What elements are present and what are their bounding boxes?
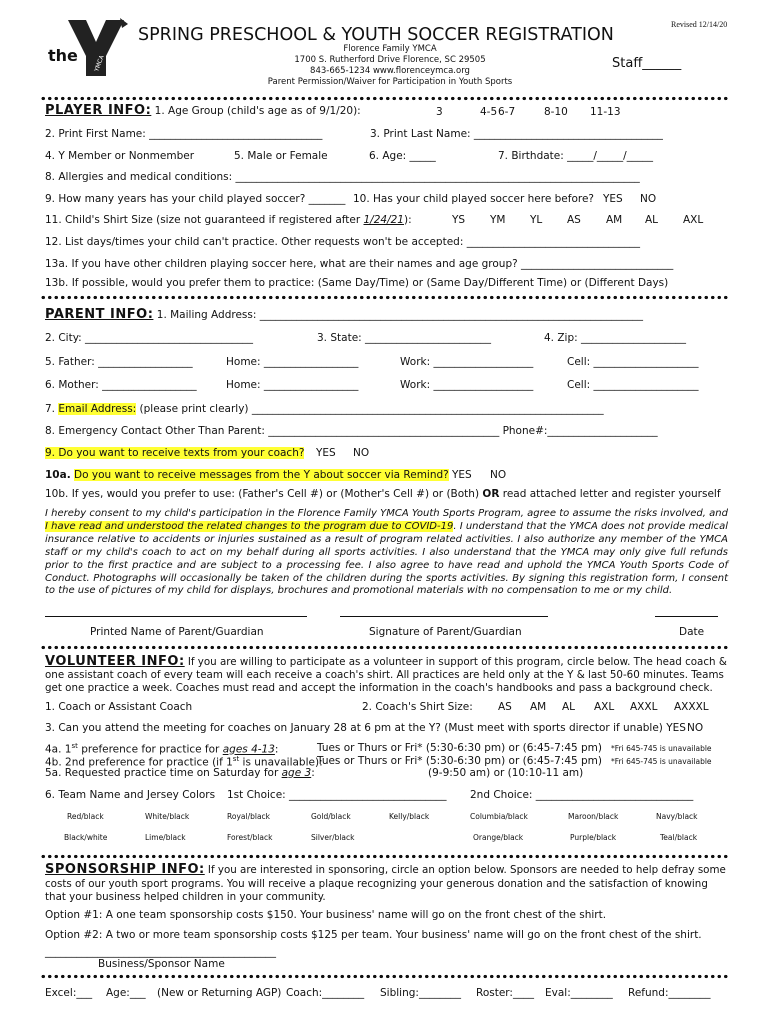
staff-field[interactable]: Staff______ (612, 56, 682, 71)
parent-section-header (45, 307, 643, 322)
roster-field[interactable]: Roster:____ (476, 987, 534, 999)
pref1-sup: st (71, 742, 78, 750)
excel-field[interactable]: Excel:___ (45, 987, 93, 999)
jersey-color[interactable]: Black/white (64, 833, 108, 842)
coach-meeting-question[interactable]: 3. Can you attend the meeting for coaches on January 28 at 6 pm at the Y? (Must meet with sports director if unable) YES (45, 722, 686, 734)
org-name: Florence Family YMCA (343, 44, 437, 54)
coach-meeting-no[interactable]: NO (687, 722, 704, 734)
coach-office-field[interactable]: Coach:________ (286, 987, 365, 999)
pref2-end: is unavailable): (239, 756, 323, 769)
coach-size-option[interactable]: AS (498, 701, 512, 713)
mother-cell-field[interactable]: Cell: ____________________ (567, 379, 699, 391)
office-age-field[interactable]: Age:___ (106, 987, 146, 999)
waiver-text-1: I hereby consent to my child's participation in the Florence Family YMCA Youth Sports Program, agree to assume the risks involved, and (45, 508, 728, 519)
jersey-color[interactable]: Orange/black (473, 833, 524, 842)
coach-size-option[interactable]: AL (562, 701, 576, 713)
volunteer-heading: VOLUNTEER INFO: (45, 654, 185, 669)
shirt-size-date: 1/24/21 (363, 214, 404, 226)
mailing-address-field[interactable]: 1. Mailing Address: _________________________________________________________________________ (156, 309, 643, 321)
father-field[interactable]: 5. Father: __________________ (45, 356, 193, 368)
age-option[interactable]: 6-7 (498, 106, 516, 118)
second-choice-field[interactable]: 2nd Choice: ______________________________ (470, 789, 694, 801)
shirt-size-text: 11. Child's Shirt Size (size not guaranteed if registered after (45, 214, 364, 226)
waiver-text-2: . I understand that the YMCA does not provide medical insurance relative to accidents or injuries sustained as a result of program related activities. I also authorize any member of the YMCA staff or my child's coach to act on my behalf during all sports activities. I also understand that the YMCA may only give full refunds prior to the first practice and are subject to a processing fee. I also agree to have read and uphold the YMCA Youth Sports Code of Conduct. Photographs will occasionally be taken of the children during the sports activities. By signing this registration form, I consent to the use of pictures of my child for displays, brochures and promotional materials with no compensation to me or my child. (45, 520, 728, 597)
sponsor-option-2[interactable]: Option #2: A two or more team sponsorship costs $125 per team. Your business' name will go on the front chest of the shirt. (45, 929, 702, 941)
texts-question (45, 447, 304, 459)
divider (40, 295, 730, 300)
shirt-size-option[interactable]: YL (530, 214, 543, 226)
sponsorship-intro-text: If you are interested in sponsoring, circle an option below. Sponsors are needed to help defray some costs of our youth sport programs. You will receive a plaque recognizing your generous donation and the satisfaction of knowing that your business helped children in your community. (45, 864, 726, 903)
coach-role-field[interactable]: 1. Coach or Assistant Coach (45, 701, 193, 713)
texts-question-text: 9. Do you want to receive texts from your coach? (45, 447, 305, 459)
waiver-paragraph (45, 508, 728, 598)
jersey-color[interactable]: Navy/black (656, 812, 698, 821)
shirt-size-option[interactable]: YM (490, 214, 506, 226)
shirt-size-option[interactable]: YS (452, 214, 466, 226)
age-option[interactable]: 4-5 (480, 106, 498, 118)
player-section-header (45, 103, 361, 118)
pref1-mid: preference for practice for (77, 743, 223, 756)
state-field[interactable]: 3. State: ________________________ (317, 332, 492, 344)
date-label: Date (679, 626, 705, 638)
first-choice-field[interactable]: 1st Choice: ______________________________ (227, 789, 447, 801)
father-work-field[interactable]: Work: ___________________ (400, 356, 534, 368)
years-played-field[interactable]: 9. How many years has your child played soccer? _______ (45, 193, 346, 205)
first-name-field[interactable]: 2. Print First Name: _________________________________ (45, 128, 323, 140)
sponsor-option-1[interactable]: Option #1: A one team sponsorship costs $150. Your business' name will go on the front chest of the shirt. (45, 909, 607, 921)
coach-shirt-label: 2. Coach's Shirt Size: (362, 701, 473, 713)
father-cell-field[interactable]: Cell: ____________________ (567, 356, 699, 368)
pref1-end: : (274, 743, 279, 756)
remind-question (45, 469, 449, 481)
played-here-yes[interactable]: YES (603, 193, 623, 205)
new-returning-field[interactable]: (New or Returning AGP) (157, 987, 282, 999)
waiver-covid-highlight: I have read and understood the related changes to the program due to COVID-19 (45, 520, 454, 532)
signature-label: Signature of Parent/Guardian (369, 626, 522, 638)
pref1-note: *Fri 645-745 is unavailable (611, 744, 712, 753)
pref2-label: 4b. 2nd preference for practice (if 1 (45, 756, 233, 769)
zip-field[interactable]: 4. Zip: ____________________ (544, 332, 687, 344)
date-line[interactable] (655, 616, 718, 617)
player-heading: PLAYER INFO: (45, 103, 152, 118)
age-option[interactable]: 11-13 (590, 106, 621, 118)
coach-size-option[interactable]: AXXL (630, 701, 658, 713)
coach-size-option[interactable]: AXL (594, 701, 615, 713)
sponsor-name-line[interactable]: ____________________________________________ (45, 946, 276, 958)
remind-phone-text: 10b. If yes, would you prefer to use: (Father's Cell #) or (Mother's Cell #) or (Both) (45, 488, 480, 500)
org-address: 1700 S. Rutherford Drive Florence, SC 29505 (294, 55, 486, 65)
age-option[interactable]: 3 (436, 106, 443, 118)
jersey-color[interactable]: Maroon/black (568, 812, 619, 821)
gender-field[interactable]: 5. Male or Female (234, 150, 328, 162)
sponsorship-heading: SPONSORSHIP INFO: (45, 862, 205, 877)
practice-preference-field[interactable]: 13b. If possible, would you prefer them to practice: (Same Day/Time) or (Same Day/Different Time) or (Different Days) (45, 277, 669, 289)
printed-name-label: Printed Name of Parent/Guardian (90, 626, 264, 638)
membership-field[interactable]: 4. Y Member or Nonmember (45, 150, 195, 162)
refund-field[interactable]: Refund:________ (628, 987, 711, 999)
org-subtitle: Parent Permission/Waiver for Participation in Youth Sports (267, 77, 513, 87)
remind-yes[interactable]: YES (452, 469, 472, 481)
practice-pref-1-times[interactable]: Tues or Thurs or Fri* (5:30-6:30 pm) or (6:45-7:45 pm) (317, 742, 603, 754)
remind-number: 10a. (45, 469, 71, 481)
ymca-logo (46, 18, 132, 78)
shirt-size-label (45, 214, 412, 226)
age-option[interactable]: 8-10 (544, 106, 568, 118)
shirt-size-option[interactable]: AS (567, 214, 581, 226)
age-group-label: 1. Age Group (child's age as of 9/1/20): (154, 105, 361, 117)
jersey-color[interactable]: Columbia/black (470, 812, 528, 821)
saturday-pref (45, 767, 315, 779)
pref1-label: 4a. 1 (45, 743, 72, 756)
divider (40, 645, 730, 650)
mother-work-field[interactable]: Work: ___________________ (400, 379, 534, 391)
coach-size-option[interactable]: AXXXL (674, 701, 709, 713)
pref1-ages: ages 4-13 (222, 743, 275, 756)
divider (40, 96, 730, 101)
jersey-color[interactable]: Kelly/black (389, 812, 430, 821)
signature-line[interactable] (340, 616, 548, 617)
father-home-field[interactable]: Home: __________________ (226, 356, 359, 368)
practice-pref-2-times[interactable]: Tues or Thurs or Fri* (5:30-6:30 pm) or (6:45-7:45 pm) (317, 755, 603, 767)
last-name-field[interactable]: 3. Print Last Name: ____________________________________ (370, 128, 663, 140)
page-title: SPRING PRESCHOOL & YOUTH SOCCER REGISTRATION (138, 25, 614, 45)
mother-home-field[interactable]: Home: __________________ (226, 379, 359, 391)
email-line[interactable]: (please print clearly) ___________________________________________________________________ (139, 403, 604, 415)
allergies-field[interactable]: 8. Allergies and medical conditions: _____________________________________________________________________________ (45, 171, 640, 183)
logo-the-text: the (48, 46, 78, 65)
saturday-end: : (311, 767, 315, 779)
emergency-contact-field[interactable]: 8. Emergency Contact Other Than Parent: ____________________________________________ Phone#:_____________________ (45, 425, 658, 437)
shirt-size-option[interactable]: AL (645, 214, 659, 226)
remind-no[interactable]: NO (490, 469, 507, 481)
texts-no[interactable]: NO (353, 447, 370, 459)
team-colors-label: 6. Team Name and Jersey Colors (45, 789, 216, 801)
remind-or: OR (482, 488, 500, 500)
played-here-label: 10. Has your child played soccer here before? (353, 193, 594, 205)
jersey-color[interactable]: Gold/black (311, 812, 351, 821)
coach-size-option[interactable]: AM (530, 701, 547, 713)
printed-name-line[interactable] (45, 616, 307, 617)
pref2-sup: st (232, 755, 240, 763)
jersey-color[interactable]: White/black (145, 812, 190, 821)
sponsor-name-label: Business/Sponsor Name (98, 958, 225, 970)
svg-text:YMCA: YMCA (93, 54, 106, 73)
parent-heading: PARENT INFO: (45, 307, 154, 322)
org-block (240, 44, 540, 88)
email-field[interactable] (45, 403, 604, 415)
saturday-age: age 3 (281, 767, 312, 779)
shirt-size-option[interactable]: AXL (683, 214, 704, 226)
pref2-note: *Fri 645-745 is unavailable (611, 757, 712, 766)
practice-pref-1 (45, 742, 278, 756)
revised-date: Revised 12/14/20 (671, 20, 728, 29)
eval-field[interactable]: Eval:________ (545, 987, 613, 999)
volunteer-intro-text: If you are willing to participate as a volunteer in support of this program, circle below. The head coach & one assistant coach of every team will each receive a coach's shirt. All practices are held only at the Y & last 50-60 minutes. Teams get one practice a week. Coaches must read and accept the information in the coach's handbooks and pass a background check. (45, 656, 727, 694)
saturday-times[interactable]: (9-9:50 am) or (10:10-11 am) (428, 767, 584, 779)
jersey-color[interactable]: Royal/black (227, 812, 271, 821)
cant-practice-field[interactable]: 12. List days/times your child can't practice. Other requests won't be accepted: _________________________________ (45, 236, 640, 248)
sibling-field[interactable]: Sibling:________ (380, 987, 461, 999)
remind-question-text: Do you want to receive messages from the Y about soccer via Remind? (74, 469, 449, 481)
divider (40, 854, 730, 859)
texts-yes[interactable]: YES (316, 447, 336, 459)
birthdate-field[interactable]: 7. Birthdate: _____/_____/_____ (498, 150, 653, 162)
jersey-color[interactable]: Teal/black (660, 833, 698, 842)
volunteer-intro (45, 655, 728, 695)
email-number: 7. (45, 403, 56, 415)
jersey-color[interactable]: Purple/black (570, 833, 617, 842)
remind-phone-question (45, 488, 721, 500)
other-children-field[interactable]: 13a. If you have other children playing soccer here, what are their names and age group? _____________________________ (45, 258, 674, 270)
jersey-color[interactable]: Lime/black (145, 833, 186, 842)
divider (40, 974, 730, 979)
shirt-size-option[interactable]: AM (606, 214, 623, 226)
email-label: Email Address: (58, 403, 137, 415)
org-contact: 843-665-1234 www.florenceymca.org (310, 66, 470, 76)
jersey-color[interactable]: Forest/black (227, 833, 273, 842)
age-field[interactable]: 6. Age: _____ (369, 150, 436, 162)
sponsorship-intro (45, 864, 728, 905)
played-here-no[interactable]: NO (640, 193, 657, 205)
saturday-label: 5a. Requested practice time on Saturday for (45, 767, 282, 779)
mother-field[interactable]: 6. Mother: __________________ (45, 379, 197, 391)
remind-phone-end: read attached letter and register yourself (502, 488, 721, 500)
shirt-size-suffix: ): (403, 214, 412, 226)
jersey-color[interactable]: Red/black (67, 812, 104, 821)
jersey-color[interactable]: Silver/black (311, 833, 355, 842)
city-field[interactable]: 2. City: ________________________________ (45, 332, 254, 344)
